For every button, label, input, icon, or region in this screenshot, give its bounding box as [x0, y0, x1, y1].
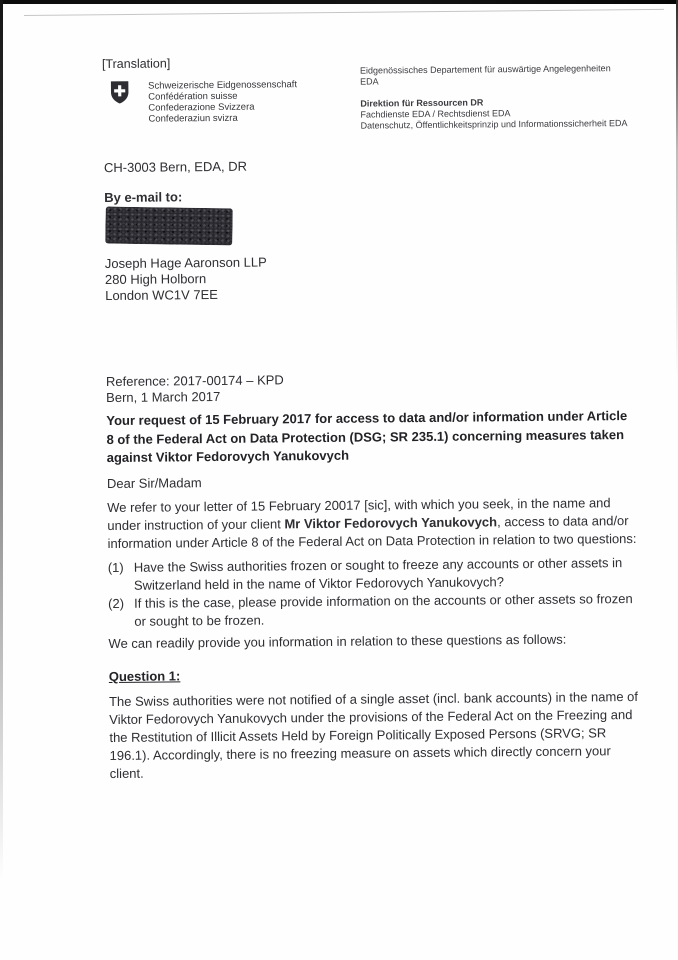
- translation-tag: [Translation]: [101, 56, 171, 72]
- wordmark-line-rm: Confederaziun svizra: [148, 112, 238, 125]
- wordmark-line-fr: Confédération suisse: [148, 90, 238, 103]
- recipient-name: Joseph Hage Aaronson LLP: [104, 254, 267, 272]
- subject-heading: Your request of 15 February 2017 for access to data and/or information under Article 8 of the Federal Act on Data Protection (DSG; SR 235.1) concerning measures taken against Viktor Fedorovych Yanukovych: [106, 408, 628, 466]
- transition-line: We can readily provide you information in relation to these questions as follows:: [108, 631, 567, 652]
- sender-line: CH-3003 Bern, EDA, DR: [103, 158, 248, 176]
- swiss-coat-of-arms-icon: [110, 80, 129, 105]
- question-number: (2): [108, 595, 125, 612]
- question-text: Have the Swiss authorities frozen or sought to freeze any accounts or other assets in Switzerland held in the name of Viktor Fedorovych Yanukovych?: [133, 555, 623, 593]
- department-header: [360, 63, 631, 132]
- intro-after: , access to data and/or information under Article 8 of the Federal Act on Data Protection in relation to two questions:: [107, 513, 637, 552]
- department-directorate: Direktion für Ressourcen DR: [360, 97, 484, 109]
- client-name-bold: Mr Viktor Fedorovych Yanukovych: [284, 514, 498, 532]
- recipient-city: London WC1V 7EE: [105, 286, 218, 304]
- redaction-box: [105, 207, 233, 246]
- question-item-2: [108, 590, 640, 631]
- confederation-wordmark: [148, 79, 297, 124]
- intro-before: We refer to your letter of 15 February 20017 [sic], with which you seek, in the name and under instruction of your client: [107, 495, 611, 534]
- salutation: Dear Sir/Madam: [106, 475, 202, 492]
- question-text: If this is the case, please provide information on the accounts or other assets so frozen or sought to be frozen.: [134, 591, 633, 629]
- email-label: By e-mail to:: [104, 189, 183, 206]
- department-heading: Eidgenössisches Departement für auswärtige Angelegenheiten EDA: [359, 63, 611, 87]
- reference-block: [106, 372, 284, 406]
- department-unit2: Fachdienste EDA / Rechtsdienst EDA: [360, 108, 511, 120]
- wordmark-line-de: Schweizerische Eidgenossenschaft: [148, 79, 298, 92]
- wordmark-line-it: Confederazione Svizzera: [148, 101, 255, 114]
- question-item-1: [108, 554, 640, 595]
- recipient-street: 280 High Holborn: [104, 271, 207, 288]
- question1-heading: Question 1:: [108, 668, 181, 685]
- reference-line: Reference: 2017-00174 – KPD: [105, 372, 284, 390]
- intro-paragraph: [107, 494, 639, 553]
- question1-paragraph: The Swiss authorities were not notified of a single asset (incl. bank accounts) in the name of Viktor Fedorovych Yanukovych under the provisions of the Federal Act on the Freezing and the Restitution of Illicit Assets Held by Foreign Politically Exposed Persons (SRVG; SR 196.1). Accordingly, there is no freezing measure on assets which directly concern your client.: [108, 688, 639, 782]
- recipient-address: [105, 255, 267, 305]
- question-number: (1): [107, 559, 124, 576]
- date-line: Bern, 1 March 2017: [106, 388, 221, 406]
- question-list: [108, 554, 641, 631]
- department-unit3: Datenschutz, Öffentlichkeitsprinzip und Informationssicherheit EDA: [360, 118, 628, 131]
